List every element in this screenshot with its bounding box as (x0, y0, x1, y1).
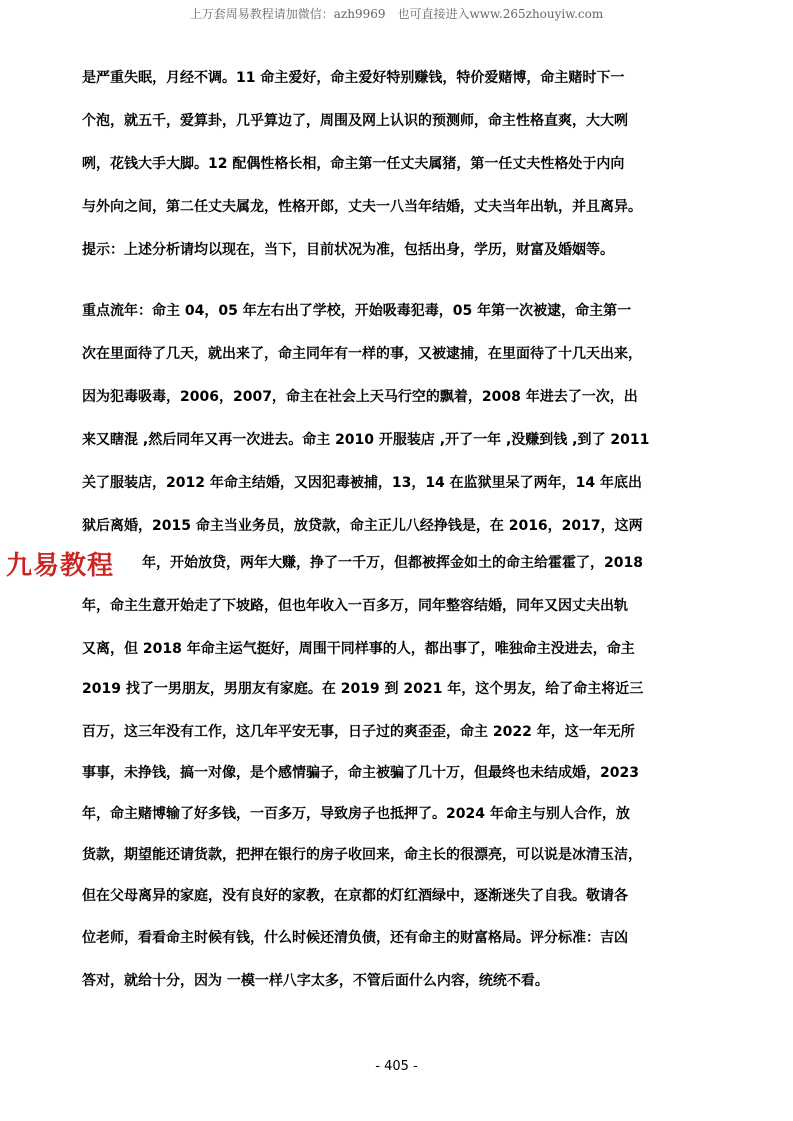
text-line: 答对，就给十分，因为 一模一样八字太多，不管后面什么内容，统统不看。 (82, 973, 549, 989)
page-number: - 405 - (375, 1059, 418, 1074)
watermark-stamp: 九易教程 (6, 551, 115, 581)
text-line: 是严重失眠，月经不调。11 命主爱好，命主爱好特别赚钱，特价爱赌博，命主赌时下一 (82, 70, 625, 86)
text-line: 事事，未挣钱，搞一对像，是个感情骗子，命主被骗了几十万，但最终也未结成婚，2023 (82, 765, 639, 781)
text-line: 年，命主生意开始走了下坡路，但也年收入一百多万，同年整容结婚，同年又因丈夫出轨 (82, 598, 628, 614)
text-line: 但在父母离异的家庭，没有良好的家教，在京都的灯红酒绿中，逐渐迷失了自我。敬请各 (82, 888, 628, 904)
text-line: 个泡，就五千，爱算卦，几乎算边了，周围及网上认识的预测师，命主性格直爽，大大咧 (82, 113, 628, 129)
text-line: 货款，期望能还请货款，把押在银行的房子收回来，命主长的很漂亮，可以说是冰清玉洁， (82, 847, 642, 863)
text-line: 2019 找了一男朋友，男朋友有家庭。在 2019 到 2021 年，这个男友，给了命主将近三 (82, 681, 644, 697)
text-line: 来又瞎混 ,然后同年又再一次进去。命主 2010 开服装店 ,开了一年 ,没赚到钱 ,到了 2011 (82, 432, 650, 448)
text-line: 与外向之间，第二任丈夫属龙，性格开郎，丈夫一八当年结婚，丈夫当年出轨，并且离异。 (82, 199, 642, 215)
text-line: 年，命主赌博输了好多钱，一百多万，导致房子也抵押了。2024 年命主与别人合作，放 (82, 806, 630, 822)
text-line: 百万，这三年没有工作，这几年平安无事，日子过的爽歪歪，命主 2022 年，这一年无所 (82, 724, 635, 740)
text-line: 提示：上述分析请均以现在，当下，目前状况为准，包括出身，学历，财富及婚姻等。 (82, 242, 614, 258)
text-line: 位老师，看看命主时候有钱，什么时候还清负债，还有命主的财富格局。评分标准：吉凶 (82, 930, 628, 946)
text-line: 年，开始放贷，两年大赚，挣了一千万，但都被挥金如土的命主给霍霍了，2018 (142, 555, 643, 571)
text-line: 因为犯毒吸毒，2006，2007，命主在社会上天马行空的飘着，2008 年进去了一次，出 (82, 389, 638, 405)
text-line: 次在里面待了几天，就出来了，命主同年有一样的事，又被逮捕，在里面待了十几天出来， (82, 346, 642, 362)
text-line: 又离，但 2018 年命主运气挺好，周围干同样事的人，都出事了，唯独命主没进去，命主 (82, 641, 635, 657)
text-line: 狱后离婚，2015 命主当业务员，放贷款，命主正儿八经挣钱是，在 2016，2017，这两 (82, 518, 643, 534)
text-line: 关了服装店，2012 年命主结婚，又因犯毒被捕，13，14 在监狱里呆了两年，14 年底出 (82, 475, 643, 491)
page-header: 上万套周易教程请加微信：azh9969 也可直接进入www.265zhouyiw.com (189, 7, 604, 21)
text-line: 咧，花钱大手大脚。12 配偶性格长相，命主第一任丈夫属猪，第一任丈夫性格处于内向 (82, 156, 625, 172)
text-line: 重点流年：命主 04，05 年左右出了学校，开始吸毒犯毒，05 年第一次被逮，命主第一 (82, 303, 632, 319)
